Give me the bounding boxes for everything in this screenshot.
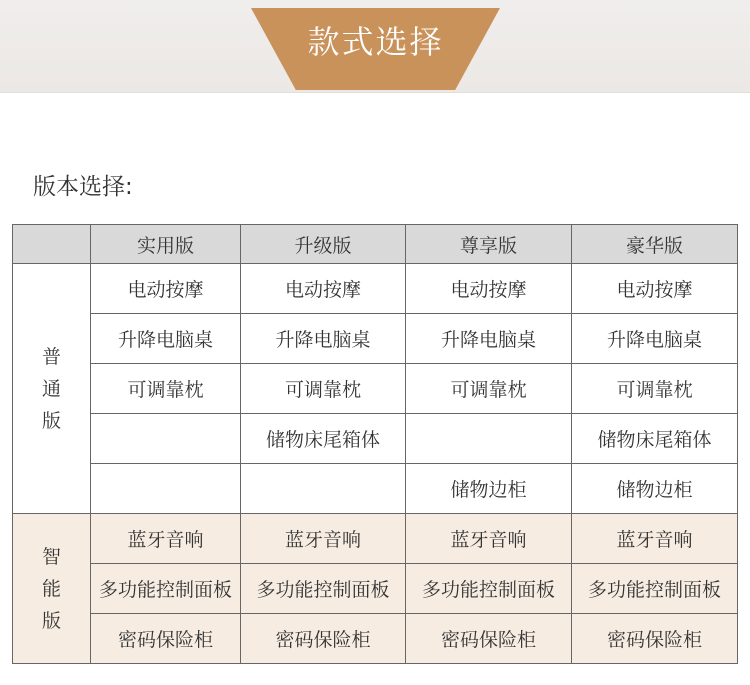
header-premium: 尊享版 [406,225,572,264]
header-corner [13,225,91,264]
table-cell: 蓝牙音响 [241,514,406,564]
table-cell: 多功能控制面板 [91,564,241,614]
header-upgrade: 升级版 [241,225,406,264]
table-cell [91,414,241,464]
table-cell: 升降电脑桌 [91,314,241,364]
table-row [13,564,738,614]
table-row [13,464,738,514]
table-cell: 密码保险柜 [572,614,738,664]
table-cell: 储物边柜 [406,464,572,514]
banner-title: 款式选择 [307,23,444,61]
table-cell: 可调靠枕 [241,364,406,414]
table-cell: 可调靠枕 [406,364,572,414]
table-cell: 储物床尾箱体 [572,414,738,464]
section-label: 版本选择: [33,174,133,200]
banner [0,0,750,93]
group-label-smart: 智 能 版 [13,514,91,664]
table-cell: 蓝牙音响 [572,514,738,564]
table-cell: 升降电脑桌 [406,314,572,364]
table-cell [241,464,406,514]
table-cell: 升降电脑桌 [572,314,738,364]
table-cell: 储物床尾箱体 [241,414,406,464]
table-cell: 可调靠枕 [572,364,738,414]
table-cell: 电动按摩 [91,264,241,314]
header-row [13,225,738,264]
table-cell: 升降电脑桌 [241,314,406,364]
table-cell: 密码保险柜 [91,614,241,664]
table-cell: 电动按摩 [241,264,406,314]
table-cell: 蓝牙音响 [91,514,241,564]
table-cell: 电动按摩 [406,264,572,314]
version-table [12,224,738,664]
table-row [13,364,738,414]
table-row [13,414,738,464]
header-practical: 实用版 [91,225,241,264]
table-row [13,514,738,564]
table-cell: 可调靠枕 [91,364,241,414]
header-deluxe: 豪华版 [572,225,738,264]
table-cell: 蓝牙音响 [406,514,572,564]
group-label-normal: 普 通 版 [13,264,91,514]
table-cell [91,464,241,514]
table-cell: 储物边柜 [572,464,738,514]
table-row [13,614,738,664]
table-cell [406,414,572,464]
table-cell: 密码保险柜 [241,614,406,664]
table-cell: 多功能控制面板 [406,564,572,614]
table-row [13,264,738,314]
table-row [13,314,738,364]
table-cell: 密码保险柜 [406,614,572,664]
table-cell: 电动按摩 [572,264,738,314]
table-cell: 多功能控制面板 [572,564,738,614]
table-cell: 多功能控制面板 [241,564,406,614]
